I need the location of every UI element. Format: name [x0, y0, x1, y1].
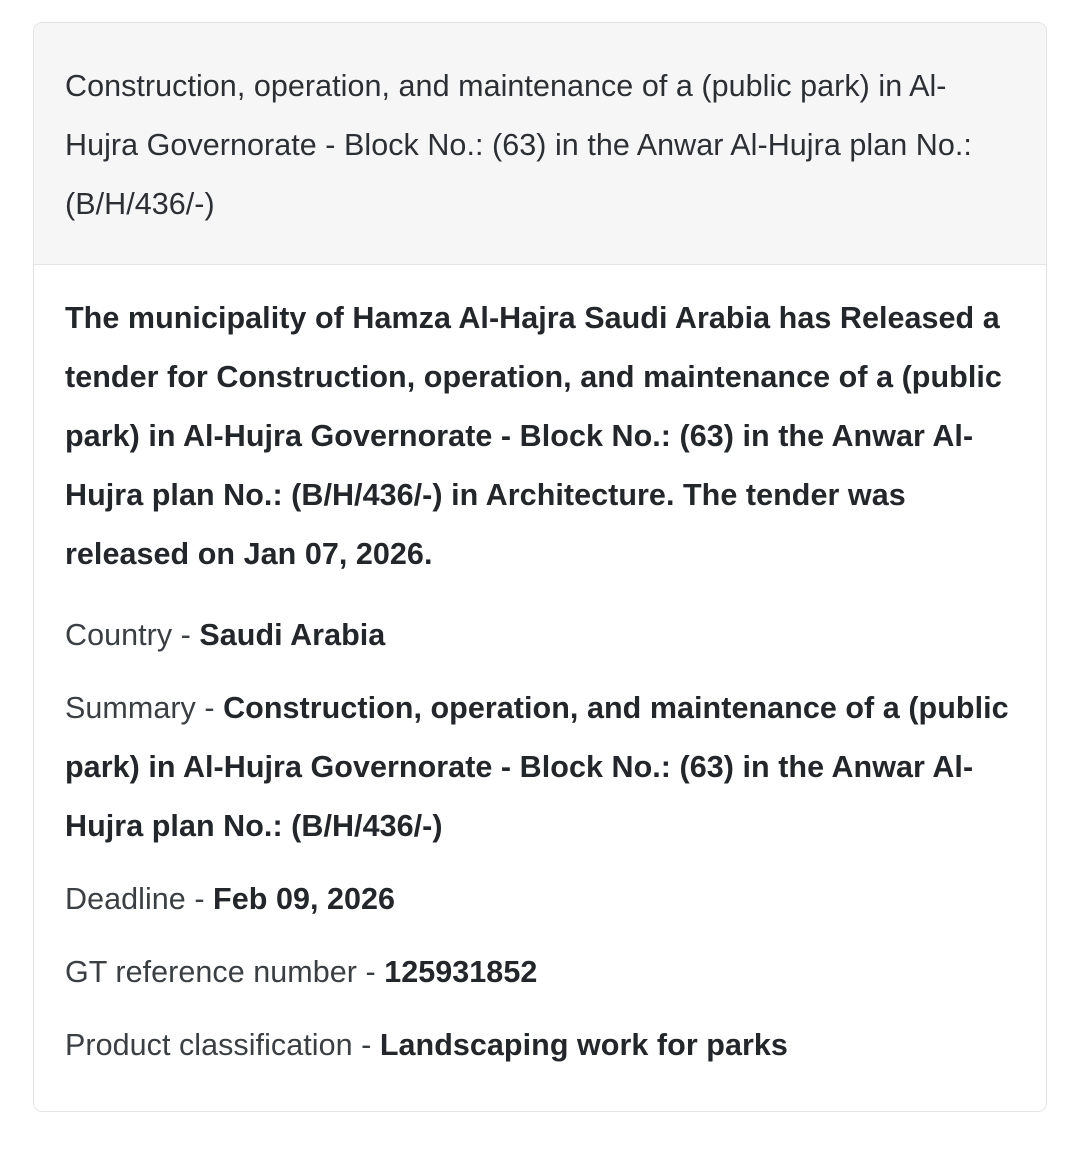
field-label-deadline: Deadline -: [65, 882, 214, 916]
tender-title: Construction, operation, and maintenance of a (public park) in Al-Hujra Governorate - Block No.: (63) in the Anwar Al-Hujra plan No.: (B/H/436/-): [65, 69, 972, 221]
field-value-country: Saudi Arabia: [199, 618, 386, 652]
field-row-product-classification: [65, 1016, 1016, 1075]
tender-detail-card: [33, 22, 1047, 1112]
description-tender-name: Construction, operation, and maintenance of a (public park) in Al-Hujra Governorate - Block No.: (63) in the Anwar Al-Hujra plan No.: (B/H/436/-): [65, 360, 1002, 512]
field-value-gt-reference-number: 125931852: [384, 955, 538, 989]
field-value-summary: Construction, operation, and maintenance of a (public park) in Al-Hujra Governorate - Block No.: (63) in the Anwar Al-Hujra plan No.: (B/H/436/-): [65, 691, 1009, 843]
card-body: [34, 265, 1046, 1111]
field-row-summary: [65, 679, 1016, 856]
field-row-country: [65, 606, 1016, 665]
card-header: [34, 23, 1046, 265]
description-outro: in Architecture. The tender was released on Jan 07, 2026.: [65, 478, 906, 571]
tender-field-list: [65, 606, 1016, 1075]
field-label-country: Country -: [65, 618, 200, 652]
description-intro: The municipality of Hamza Al-Hajra Saudi Arabia has Released a tender for: [65, 301, 1000, 394]
field-row-deadline: [65, 870, 1016, 929]
tender-description: [65, 289, 1016, 584]
field-label-gt-reference-number: GT reference number -: [65, 955, 385, 989]
field-label-summary: Summary -: [65, 691, 224, 725]
field-row-gt-reference-number: [65, 943, 1016, 1002]
field-value-deadline: Feb 09, 2026: [213, 882, 396, 916]
field-label-product-classification: Product classification -: [65, 1028, 380, 1062]
field-value-product-classification: Landscaping work for parks: [379, 1028, 788, 1062]
